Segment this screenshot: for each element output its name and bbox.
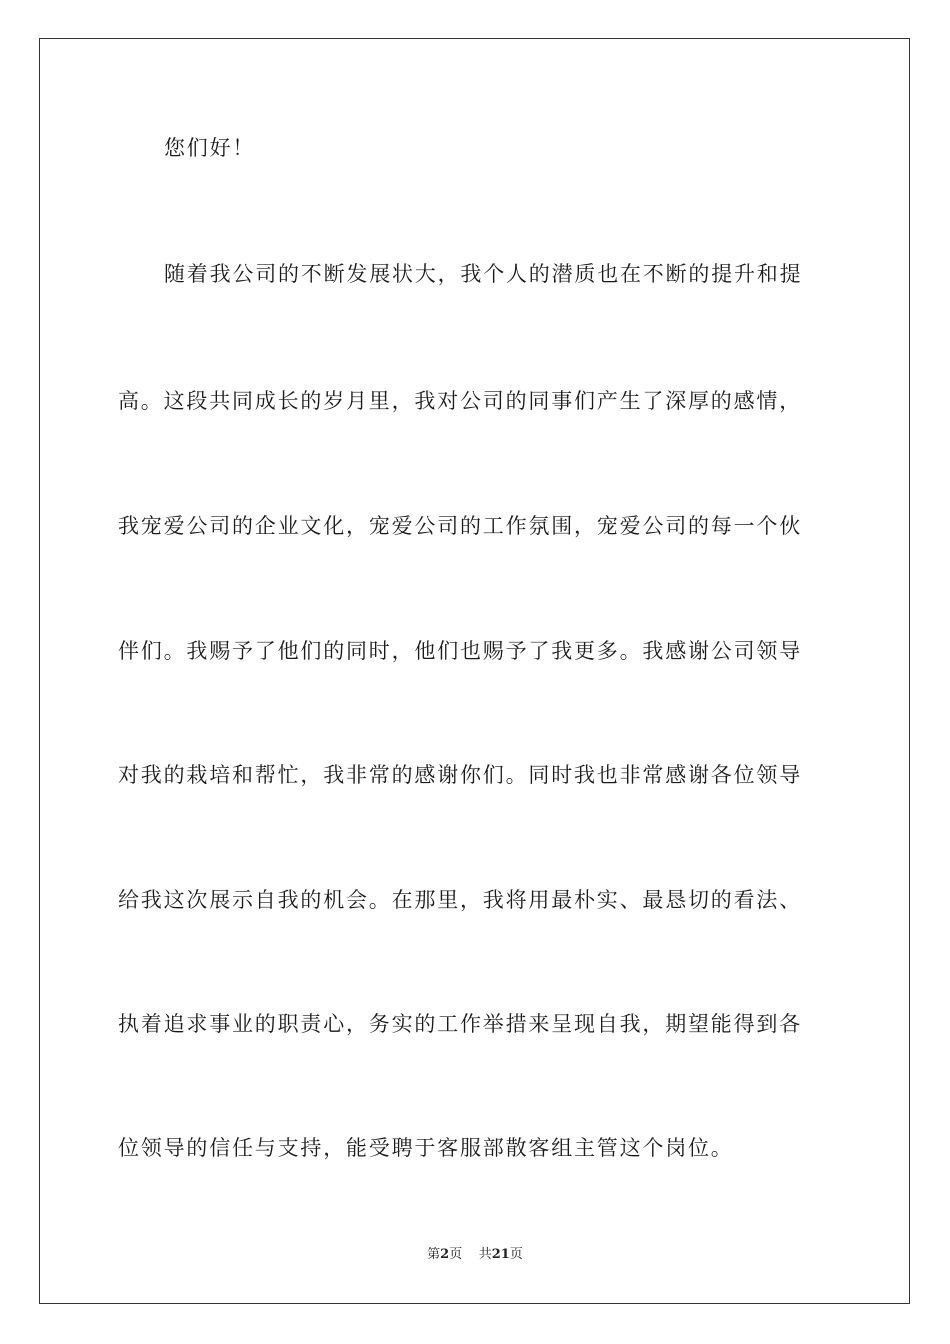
paragraph-line-5: 对我的栽培和帮忙，我非常的感谢你们。同时我也非常感谢各位领导 <box>118 763 802 787</box>
page-suffix: 页 <box>449 1247 463 1262</box>
page-border <box>39 38 910 1304</box>
page-footer <box>0 1246 950 1264</box>
page-number: 2 <box>440 1247 450 1262</box>
paragraph-line-2: 高。这段共同成长的岁月里，我对公司的同事们产生了深厚的感情， <box>118 389 802 413</box>
paragraph-line-4: 伴们。我赐予了他们的同时，他们也赐予了我更多。我感谢公司领导 <box>118 639 802 663</box>
greeting: 您们好！ <box>164 136 256 160</box>
total-prefix: 共 <box>478 1247 492 1262</box>
paragraph-line-7: 执着追求事业的职责心，务实的工作举措来呈现自我，期望能得到各 <box>118 1012 802 1036</box>
paragraph-line-1: 随着我公司的不断发展状大，我个人的潜质也在不断的提升和提 <box>164 262 803 286</box>
total-pages: 21 <box>491 1247 510 1262</box>
paragraph-line-3: 我宠爱公司的企业文化，宠爱公司的工作氛围，宠爱公司的每一个伙 <box>118 514 802 538</box>
page-prefix: 第 <box>427 1247 441 1262</box>
total-suffix: 页 <box>509 1247 523 1262</box>
paragraph-line-8: 位领导的信任与支持，能受聘于客服部散客组主管这个岗位。 <box>118 1136 734 1160</box>
paragraph-line-6: 给我这次展示自我的机会。在那里，我将用最朴实、最恳切的看法、 <box>118 888 802 912</box>
